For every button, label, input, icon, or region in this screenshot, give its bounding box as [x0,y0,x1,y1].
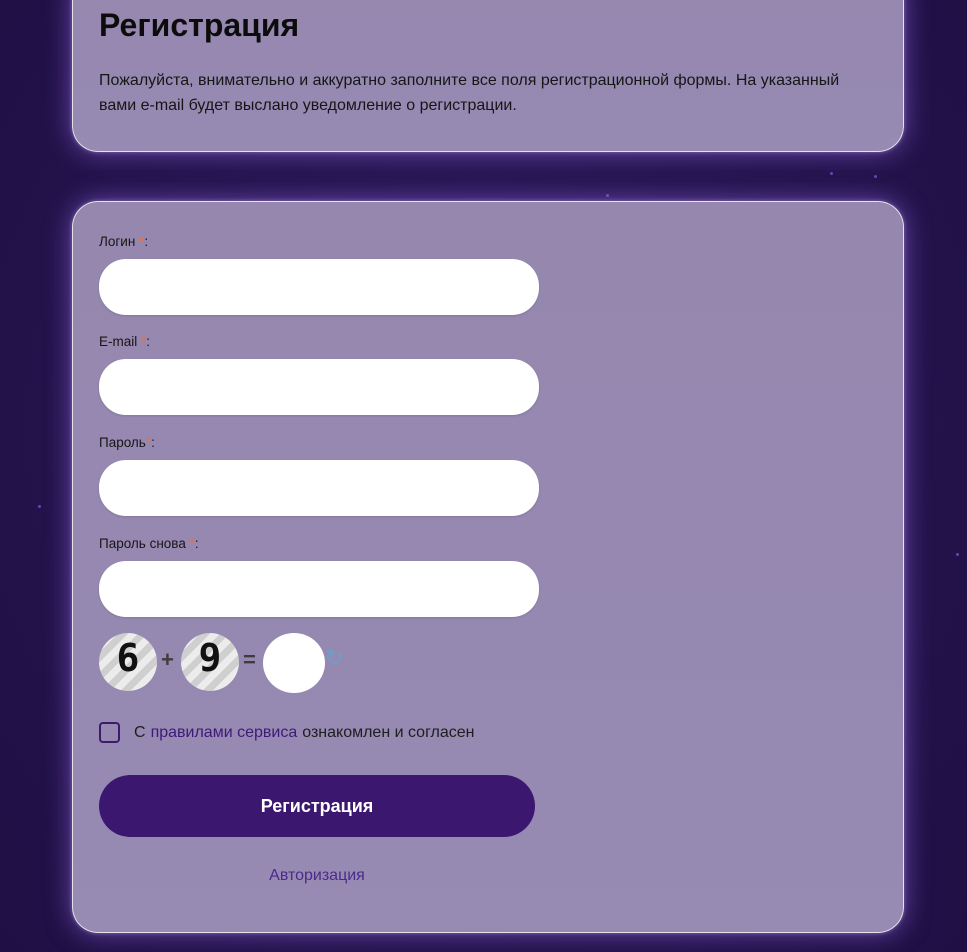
login-label: Логин *: [99,234,149,249]
agreement-row [99,722,475,743]
password-repeat-label-text: Пароль снова [99,536,186,551]
registration-form-card [72,201,904,933]
decorative-star [606,194,609,197]
agreement-suffix: ознакомлен и согласен [302,723,475,741]
password-repeat-input[interactable] [99,561,539,617]
page-description: Пожалуйста, внимательно и аккуратно заполните все поля регистрационной формы. На указанный вами e-mail будет выслано уведомление о регистрации. [99,72,840,114]
password-repeat-label: Пароль снова *: [99,536,199,551]
captcha-second-number: 9 [198,636,222,680]
agreement-checkbox[interactable] [99,722,120,743]
register-button[interactable]: Регистрация [99,775,535,837]
email-input[interactable] [99,359,539,415]
password-label: Пароль*: [99,435,155,450]
captcha-first-number: 6 [116,636,140,680]
registration-info-card [72,0,904,152]
captcha-equals: = [243,647,256,672]
captcha-digit-image [181,633,239,691]
email-label: E-mail *: [99,334,151,349]
login-link[interactable]: Авторизация [269,867,365,884]
required-mark: * [139,234,145,249]
password-input[interactable] [99,460,539,516]
login-label-text: Логин [99,234,136,249]
password-label-text: Пароль [99,435,146,450]
email-label-text: E-mail [99,334,138,349]
decorative-star [38,505,41,508]
refresh-icon[interactable]: ↻ [325,645,344,670]
login-input[interactable] [99,259,539,315]
agreement-prefix: С [134,723,146,741]
decorative-star [830,172,833,175]
captcha-operator: + [161,647,174,672]
captcha-digit-image [99,633,157,691]
captcha [99,633,359,693]
required-mark: * [141,334,147,349]
terms-link[interactable]: правилами сервиса [150,723,298,741]
required-mark: * [189,536,195,551]
captcha-answer-input[interactable] [263,633,325,693]
decorative-star [874,175,877,178]
page-title: Регистрация [99,7,300,43]
required-mark: * [145,435,152,450]
decorative-star [956,553,959,556]
